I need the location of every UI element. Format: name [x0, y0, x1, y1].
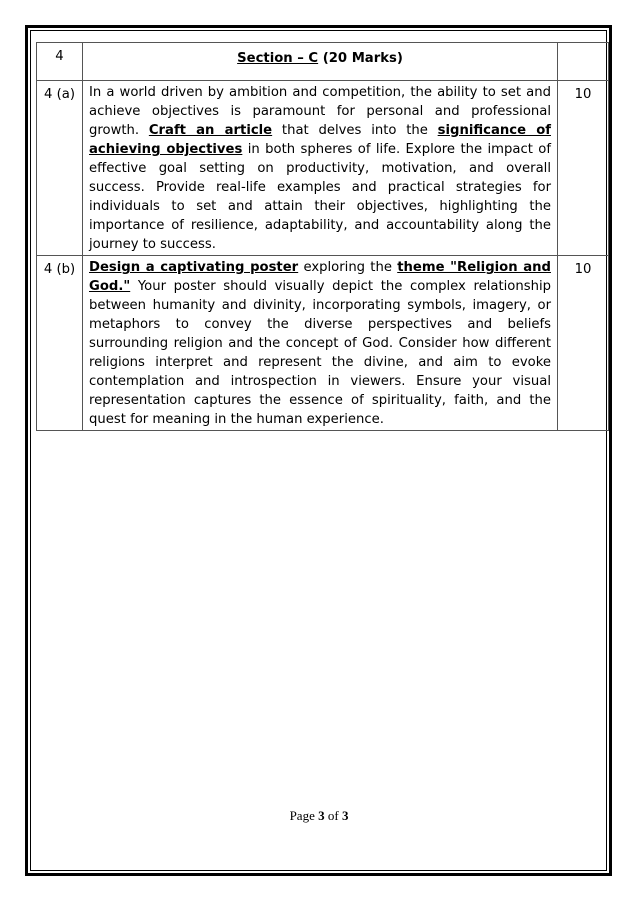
- question-text-segment: that delves into the: [272, 123, 438, 138]
- page-footer: [0, 808, 638, 824]
- section-number: 4: [37, 43, 83, 81]
- emphasized-phrase: Design a captivating poster: [89, 260, 299, 275]
- question-number: 4 (a): [37, 81, 83, 256]
- page-border-outer: [25, 25, 612, 876]
- question-row-4a: [37, 81, 609, 256]
- section-header-row: [37, 43, 609, 81]
- section-title: Section – C: [237, 51, 319, 66]
- emphasized-phrase: theme "Religion and God.": [89, 260, 551, 294]
- page-of-label: of: [327, 808, 339, 823]
- page-label: Page: [289, 808, 315, 823]
- section-marks-cell: [558, 43, 609, 81]
- question-number: 4 (b): [37, 256, 83, 431]
- question-text-segment: In a world driven by ambition and competition, the ability to set and achieve objectives is paramount for personal and professional growth.: [89, 85, 551, 138]
- question-table: [36, 42, 609, 431]
- question-marks: 10: [558, 81, 609, 256]
- question-text-segment: in both spheres of life. Explore the impact of effective goal setting on productivity, motivation, and overall success. Provide real-life examples and practical strategies for individuals to set and attain their objectives, highlighting the importance of resilience, adaptability, and accountability along the journey to success.: [89, 142, 551, 252]
- question-text: [83, 81, 558, 256]
- question-text: [83, 256, 558, 431]
- page-current: 3: [318, 808, 325, 823]
- emphasized-phrase: Craft an article: [148, 123, 273, 138]
- question-marks: 10: [558, 256, 609, 431]
- question-text-segment: exploring the: [298, 260, 398, 275]
- section-marks-note: (20 Marks): [322, 51, 403, 66]
- page-total: 3: [341, 808, 349, 823]
- section-heading: [83, 43, 558, 81]
- question-row-4b: [37, 256, 609, 431]
- emphasized-phrase: significance of achieving objectives: [89, 123, 551, 157]
- question-text-segment: Your poster should visually depict the complex relationship between humanity and divinity, incorporating symbols, imagery, or metaphors to convey the diverse perspectives and beliefs surrounding religion and the concept of God. Consider how different religions interpret and represent the divine, and aim to evoke contemplation and introspection in viewers. Ensure your visual representation captures the essence of spirituality, faith, and the quest for meaning in the human experience.: [89, 279, 551, 427]
- page-border-inner: [30, 30, 607, 871]
